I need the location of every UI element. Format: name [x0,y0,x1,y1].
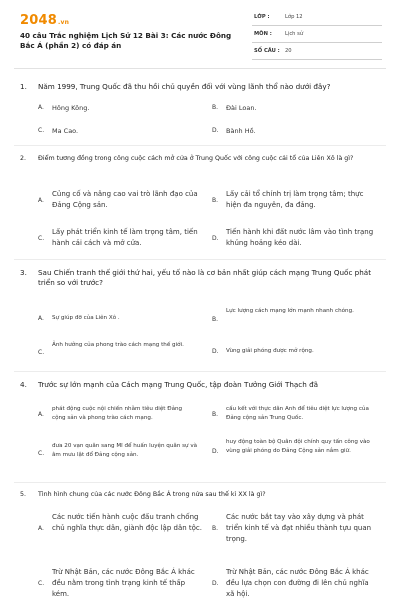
option-letter: D. [212,348,219,355]
option-text: Lấy phát triển kinh tế làm trọng tâm, tiến hành cải cách và mở cửa. [52,228,198,247]
option-a[interactable] [38,512,203,548]
question-2 [20,154,380,164]
document-title: 40 câu Trắc nghiệm Lịch Sử 12 Bài 3: Các nước Đông Bắc Á (phần 2) có đáp án [20,31,232,50]
option-letter: C. [38,235,45,242]
option-letter: D. [212,235,219,242]
info-row-subject [252,28,382,43]
question-3 [20,268,380,288]
question-number: 5. [20,491,27,498]
option-a[interactable] [38,189,203,213]
option-d[interactable] [212,567,377,600]
option-letter: A. [38,197,44,204]
option-c[interactable] [38,127,198,137]
option-text: Sự giúp đỡ của Liên Xô . [52,315,120,321]
info-value: Lớp 12 [285,14,303,20]
question-text [20,380,380,390]
option-a[interactable] [38,405,203,427]
question-text [20,268,380,288]
logo-text: 2048 [20,13,57,28]
question-text [20,490,380,500]
option-c[interactable] [38,227,203,251]
question-5 [20,490,380,500]
option-text: huy động toàn bộ Quân đội chính quy tấn công vào vùng giải phóng do Đảng Cộng sản nắm giữ. [226,439,370,454]
option-b[interactable] [212,307,377,329]
option-text: Đài Loan. [226,104,257,112]
option-letter: B. [212,525,219,532]
option-d[interactable] [212,127,372,137]
question-number: 2. [20,155,27,162]
question-divider [14,259,386,260]
question-body: Sau Chiến tranh thế giới thứ hai, yếu tố nào là cơ bản nhất giúp cách mạng Trung Quốc phát triển so với trước? [38,268,372,287]
info-label: MÔN : [254,31,272,37]
option-letter: D. [212,580,219,587]
question-body: Trước sự lớn mạnh của Cách mạng Trung Quốc, tập đoàn Tưởng Giới Thạch đã [38,380,319,389]
option-text: cấu kết với thực dân Anh để tiêu diệt lực lượng của Đảng cộng sản Trung Quốc. [226,406,369,421]
option-text: Tiến hành khi đất nước lâm vào tình trạng khủng hoảng kéo dài. [226,228,374,247]
info-label: LỚP : [254,14,270,20]
option-c[interactable] [38,567,203,600]
info-value: Lịch sử [285,31,304,37]
option-letter: B. [212,411,219,418]
question-body: Điểm tương đồng trong công cuộc cách mở cửa ở Trung Quốc với công cuộc cải tổ của Liên Xô là gì? [38,155,354,162]
option-text: Vùng giải phóng được mở rộng. [226,348,314,354]
option-letter: C. [38,127,45,134]
option-a[interactable] [38,104,198,114]
option-letter: C. [38,349,45,356]
question-text [20,82,380,92]
option-text: Các nước bắt tay vào xây dựng và phát triển kinh tế và đạt nhiều thành tựu quan trọng. [226,513,372,543]
question-divider [14,371,386,372]
option-d[interactable] [212,227,377,251]
option-text: đưa 20 vạn quân sang Mĩ để huấn luyện quân sự và âm mưu lật đổ Đảng cộng sản. [52,443,198,458]
option-c[interactable] [38,341,203,363]
info-row-class [252,11,382,26]
option-a[interactable] [38,315,203,325]
option-b[interactable] [212,405,377,427]
option-c[interactable] [38,442,203,464]
option-letter: A. [38,411,44,418]
option-letter: A. [38,315,44,322]
option-text: Các nước tiến hành cuộc đấu tranh chống chủ nghĩa thực dân, giành độc lập dân tộc. [52,513,203,532]
option-b[interactable] [212,189,377,213]
option-text: Trừ Nhật Bản, các nước Đông Bắc Á khác đều lựa chọn con đường đi lên chủ nghĩa xã hội. [226,568,369,598]
option-text: Bành Hồ. [226,127,256,135]
option-b[interactable] [212,512,377,548]
option-d[interactable] [212,438,377,468]
option-letter: C. [38,580,45,587]
option-text: Ảnh hưởng của phong trào cách mạng thế giới. [52,342,184,348]
option-letter: B. [212,104,219,111]
question-divider [14,145,386,146]
option-text: Củng cố và nâng cao vai trò lãnh đạo của Đảng Cộng sản. [52,190,198,209]
question-number: 4. [20,380,27,389]
header-divider [14,68,386,69]
option-text: Ma Cao. [52,127,79,135]
site-logo[interactable] [20,13,69,28]
question-body: Năm 1999, Trung Quốc đã thu hồi chủ quyền đối với vùng lãnh thổ nào dưới đây? [38,82,331,91]
option-letter: D. [212,448,219,455]
info-value: 20 [285,48,292,54]
question-1 [20,82,380,92]
option-text: Lấy cải tổ chính trị làm trọng tâm; thực hiện đa nguyên, đa đảng. [226,190,364,209]
question-number: 1. [20,82,27,91]
option-letter: B. [212,316,219,323]
info-label: SỐ CÂU : [254,48,280,54]
option-letter: B. [212,197,219,204]
option-text: Lực lượng cách mạng lớn mạnh nhanh chóng. [226,308,354,314]
info-panel [252,11,382,62]
option-b[interactable] [212,104,372,114]
info-row-count [252,45,382,60]
logo-suffix: .vn [57,19,70,26]
option-letter: A. [38,104,44,111]
page-header [0,0,400,66]
option-letter: A. [38,525,44,532]
question-divider [14,482,386,483]
option-d[interactable] [212,348,377,358]
question-text [20,154,380,164]
question-number: 3. [20,268,27,277]
option-text: Hông Kông. [52,104,90,112]
question-4 [20,380,380,390]
option-text: Trừ Nhật Bản, các nước Đông Bắc Á khác đều nằm trong tình trạng kinh tế thấp kém. [52,568,195,598]
option-letter: C. [38,450,45,457]
option-text: phát động cuộc nội chiến nhằm tiêu diệt Đảng cộng sản và phong trào cách mạng. [52,406,183,421]
option-letter: D. [212,127,219,134]
question-body: Tình hình chung của các nước Đông Bắc Á trong nửa sau thế kỉ XX là gì? [38,491,266,498]
